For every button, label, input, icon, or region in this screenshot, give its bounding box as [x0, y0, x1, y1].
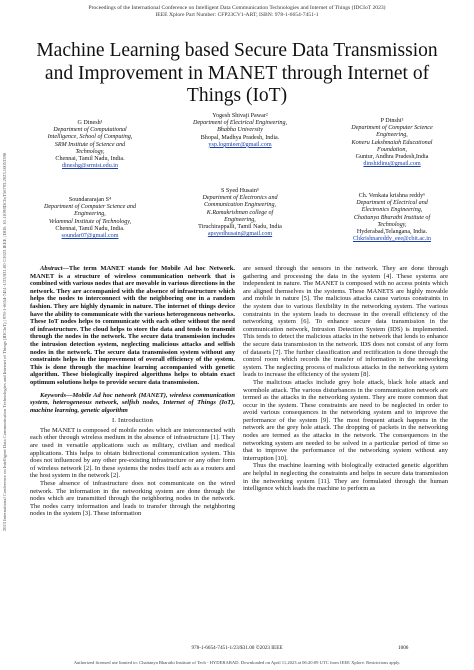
author-email-link[interactable]: Chkrishnareddy_eee@cbit.ac.in	[352, 236, 432, 243]
right-column	[243, 265, 448, 493]
author-name: Yogesh Shivaji Pawar²	[212, 113, 268, 119]
page-number: 1006	[398, 645, 409, 651]
author-affiliation: SRM Institute of Science and	[54, 141, 126, 148]
author-affiliation: Technology,	[75, 148, 105, 155]
section-heading-introduction: I. Introduction	[111, 417, 154, 425]
author-affiliation: Department of Electronics and	[202, 195, 278, 202]
author-affiliation: Department of Computer Science	[351, 125, 433, 132]
author-affiliation: Velammal Institute of Technology,	[48, 218, 132, 225]
author-affiliation: Chaitanya Bharathi Institute of	[353, 214, 431, 221]
author-block-2	[165, 113, 315, 149]
keywords-label: Keywords	[40, 391, 66, 399]
header-line-2: IEEE Xplore Part Number: CFP23CV1-ART; ISBN: 978-1-6654-7451-1	[155, 12, 319, 18]
author-affiliation: Intelligence, School of Computing,	[47, 134, 133, 141]
copyright-footer: 978-1-6654-7451-1/23/$31.00 ©2023 IEEE	[191, 645, 283, 651]
author-name: S Syed Husain⁵	[220, 188, 259, 194]
author-affiliation: Electronics Engineering,	[361, 207, 423, 214]
side-citation-text: 2023 International Conference on Intelligent Data Communication Technologies and Internet of Things (IDCIoT) | 978-1-6654-7451-1/23/$31.00 ©2023 IEEE | DOI: 10.1109/IDCIoT56793.2023.10053398	[2, 152, 7, 532]
author-location: Tiruchirappalli, Tamil Nadu, India	[198, 224, 282, 231]
side-citation	[2, 62, 11, 622]
header-line-1: Proceedings of the International Conference on Intelligent Data Communication Technologies and Internet of Things (IDCIoT 2023)	[88, 5, 386, 11]
author-email-link[interactable]: soundar07@gmail.com	[61, 233, 119, 240]
author-affiliation: Technology,	[377, 221, 407, 228]
author-email-link[interactable]: apsyedhusain@gmail.com	[207, 231, 273, 238]
author-affiliation: K.Ramakrishnan college of	[206, 209, 274, 216]
body-paragraph: Thus the machine learning with biologically extracted genetic algorithm are helpful in neglecting the constraints and helps in secure data transmission in the networking system [11]. They are formulated through the human intelligence which leads the machine to perform as	[243, 462, 448, 493]
author-block-5	[165, 188, 315, 238]
author-name: Ch. Venkata krishna reddy⁶	[358, 193, 426, 199]
author-block-3	[322, 118, 462, 168]
author-location: Bhopal, Madhya Pradesh, India.	[200, 134, 280, 141]
author-block-6	[322, 193, 462, 243]
author-affiliation: Engineering,	[376, 132, 408, 139]
author-location: Guntur, Andhra Pradesh,India	[355, 154, 429, 161]
keywords-text: —Mobile Ad hoc network (MANET), wireless communication system, heterogeneous network, selfish nodes, Internet of Things (IoT), machine learning, genetic algorithm	[30, 391, 235, 414]
author-affiliation: Communication Engineering,	[203, 202, 277, 209]
abstract-text: —The term MANET stands for Mobile Ad hoc Network. MANET is a structure of wireless communication network that is combined with various nodes that are movable in various directions in the network. They are accompanied with the absence of infrastructure which helps the nodes to interconnect with the neighboring one in a random fashion. They are highly dynamic in nature. The internet of things device have the ability to communicate with the various heterogeneous networks. These IoT nodes helps to communicate with each other without the need of infrastructure. The cloud helps to store the data and tends to transmit through the nodes in the network. The secure data transmission includes the intrusion detection system, neglecting malicious attacks and selfish nodes in the network. The secure data transmission system without any constraints helps in the improvement of overall efficiency of the system. This is done through the machine learning accompanied with genetic algorithm. These biologically inspired algorithms helps to obtain exact optimum solutions helps to provide secure data transmission.	[30, 265, 235, 386]
author-affiliation: Koneru Lakshmaiah Educational	[351, 139, 433, 146]
author-affiliation: Department of Computer Science and	[43, 204, 137, 211]
left-column	[30, 265, 235, 518]
author-email-link[interactable]: dineshg@srmist.edu.in	[61, 163, 119, 170]
author-name: Soundararajan S⁴	[68, 197, 112, 203]
author-affiliation: Engineering,	[224, 216, 256, 223]
body-paragraph: are sensed through the sensors in the network. They are done through gathering and processing the data in the system [4]. These systems are independent in nature. The MANET is composed with no access points which are aligned themselves in the systems. These MANETS are highly movable and mobile in nature [5]. The malicious attacks cause various constraints in the system due to various flexibility in the networking system. The various constraints in the system leads to decrease in the overall efficiency of the networking system [6]. To enhance secure data transmission in the communication network, Intrusion Detection System (IDS) is implemented. This tends to detect the malicious attacks in the network that lends to enhance the secure data transmission in the network. IDS does not consist of any form of datasets [7]. The further classification and rectification is done through the control room which records the transfer of information in the networking system. The neglecting process of malicious attacks in the networking system leads to increase the efficiency of the system [8].	[243, 265, 448, 379]
author-affiliation: Department of Electrical and	[356, 200, 428, 207]
author-location: Chennai, Tamil Nadu, India.	[55, 156, 125, 163]
abstract	[30, 265, 235, 387]
author-affiliation: Department of Computational	[53, 127, 127, 134]
license-notice: Authorized licensed use limited to: Chaitanya Bharathi Institute of Tech - HYDERABAD. Downloaded on April 11,2023 at 06:20:09 UTC from IEEE Xplore. Restrictions apply.	[73, 660, 401, 665]
author-email-link[interactable]: ysp.logmieer@gmail.com	[208, 141, 272, 148]
body-paragraph: These absence of infrastructure does not communicate on the wired network. The information in the networking system are done through the nodes which are transmitted through the neighboring nodes in the network. The nodes carry information and leads to transfer through the neighboring nodes in the system [3]. These information	[30, 480, 235, 518]
author-block-1	[20, 120, 160, 170]
paper-title: Machine Learning based Secure Data Transmission and Improvement in MANET through Internet of Things (IoT)	[36, 40, 438, 106]
body-paragraph: The MANET is composed of mobile nodes which are interconnected with each other through wireless medium in the absence of infrastructure [1]. They are used in versatile applications such as military, civilian and medical applications. This helps to obtain bidirectional communication system. This does not influenced by any other pre-existing infrastructure or any other form of wireless network [2]. In these systems the nodes itself acts as a routers and the host system in the network [2].	[30, 426, 235, 480]
author-name: G Dinesh¹	[77, 120, 103, 126]
author-affiliation: Department of Electrical Engineering,	[192, 120, 288, 127]
abstract-label: Abstract	[40, 265, 63, 272]
keywords	[30, 392, 235, 415]
author-location: Hyderabad,Telangana, India.	[356, 229, 428, 236]
author-block-4	[20, 197, 160, 240]
author-affiliation: Engineering,	[74, 211, 106, 218]
author-name: P Dinshi³	[380, 118, 404, 124]
author-affiliation: Foundation,	[377, 146, 407, 153]
author-affiliation: Bhabha University	[217, 127, 263, 134]
conference-header	[0, 5, 474, 19]
author-email-link[interactable]: dinshidinu@gmail.com	[363, 161, 421, 168]
body-paragraph: The malicious attacks include grey hole attack, black hole attack and wormhole attack. The various disturbances in the communication network are termed as the attacks in the networking system. They are more common that occur in the system. These constraints are need to be neglected in order to avoid various consequences in the networking system and to improve the performance of the system [9]. The most frequent attack happens in the network are the grey hole attack. The dropping of packets in the networking nodes are termed as the attacks in the network. The consequences in the networking system are needed to be solved in a particular period of time so that to improve the performance of the networking system without any interruption [10].	[243, 378, 448, 462]
author-location: Chennai, Tamil Nadu, India.	[55, 225, 125, 232]
